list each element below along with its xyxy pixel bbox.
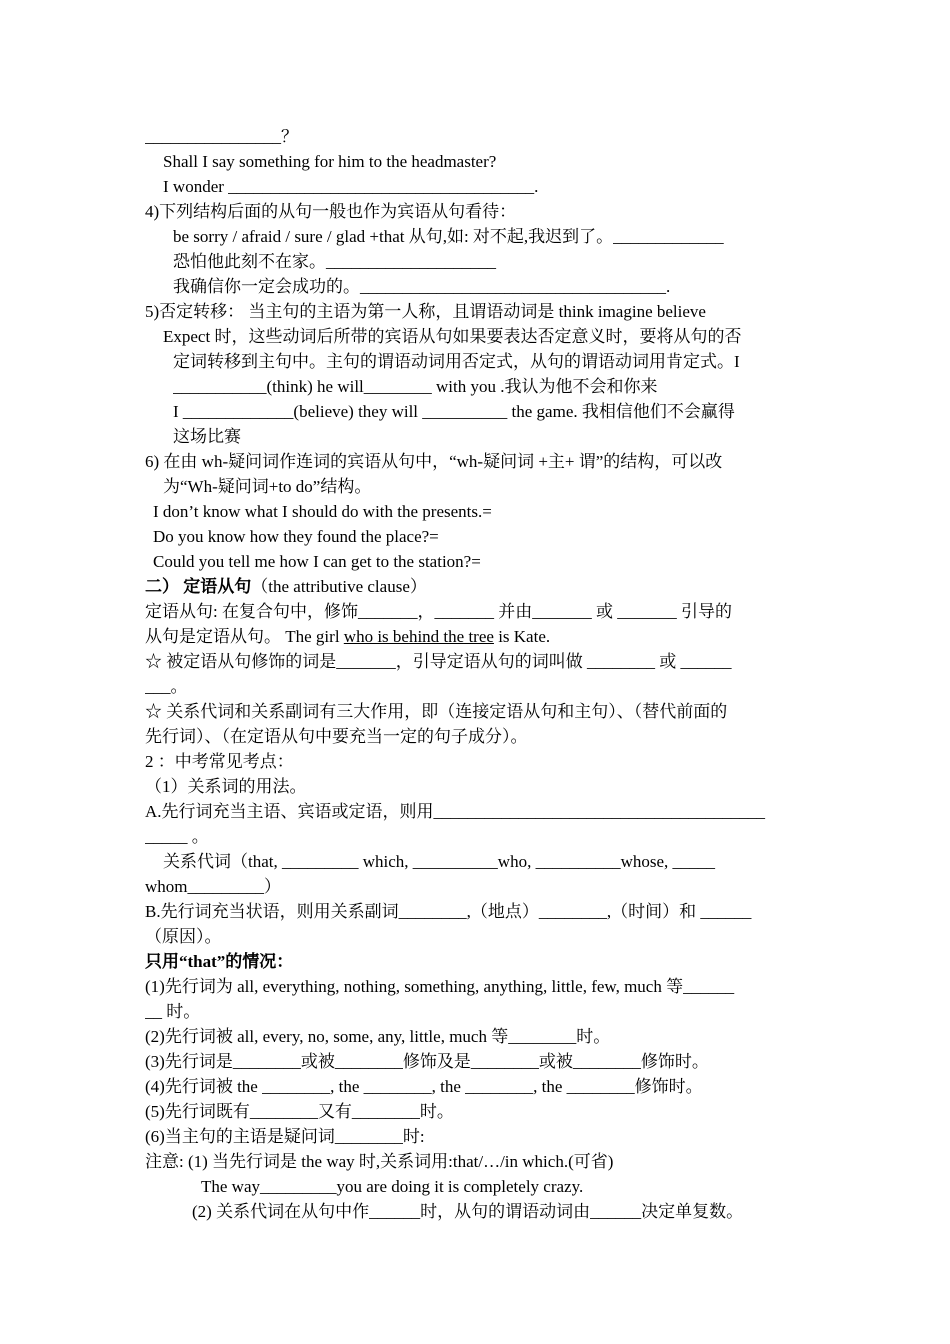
example-start: 从句是定语从句。 The girl — [145, 627, 344, 646]
text-line: 先行词）、（在定语从句中要充当一定的句子成分）。 — [145, 727, 528, 746]
text-line: 为“Wh-疑问词+to do”结构。 — [163, 477, 372, 496]
text-line: (3)先行词是________或被________修饰及是________或被________修饰时。 — [145, 1052, 709, 1071]
example-line — [145, 624, 810, 649]
text-line: (4)先行词被 the ________, the ________, the ________, the ________修饰时。 — [145, 1077, 703, 1096]
text-line: Expect 时，这些动词后所带的宾语从句如果要表达否定意义时，要将从句的否 — [163, 327, 742, 346]
text-line: ________________？ — [145, 127, 298, 146]
section-heading-5: 5)否定转移： 当主句的主语为第一人称，且谓语动词是 think imagine believe — [145, 302, 706, 321]
text-line: (6)当主句的主语是疑问词________时: — [145, 1127, 425, 1146]
text-line: （1）关系词的用法。 — [145, 777, 307, 796]
text-line: (5)先行词既有________又有________时。 — [145, 1102, 454, 1121]
text-line: I don’t know what I should do with the presents.= — [153, 502, 492, 521]
text-line: Do you know how they found the place?= — [153, 527, 439, 546]
text-line: （原因）。 — [145, 927, 222, 946]
text-line: 我确信你一定会成功的。____________________________________. — [173, 277, 671, 296]
heading-text: （the attributive clause） — [251, 577, 427, 596]
text-line: ☆ 被定语从句修饰的词是_______，引导定语从句的词叫做 ________ 或 ______ — [145, 652, 732, 671]
text-line: Shall I say something for him to the headmaster? — [163, 152, 497, 171]
text-line: _____ 。 — [145, 827, 209, 846]
text-line: __ 时。 — [145, 1002, 201, 1021]
text-line: I _____________(believe) they will __________ the game. 我相信他们不会赢得 — [173, 402, 735, 421]
that-only-heading: 只用“that”的情况： — [145, 952, 294, 971]
text-line: ___________(think) he will________ with you .我认为他不会和你来 — [173, 377, 658, 396]
text-line: 定词转移到主句中。主句的谓语动词用否定式，从句的谓语动词用肯定式。I — [173, 352, 740, 371]
text-line: 恐怕他此刻不在家。____________________ — [173, 252, 496, 271]
text-line: ☆ 关系代词和关系副词有三大作用，即（连接定语从句和主句）、（替代前面的 — [145, 702, 728, 721]
text-line: I wonder ____________________________________. — [163, 177, 539, 196]
text-line: ___。 — [145, 677, 188, 696]
text-line: whom_________） — [145, 877, 281, 896]
underlined-clause: who is behind the tree — [343, 627, 494, 646]
section-heading-6: 6) 在由 wh-疑问词作连词的宾语从句中，“wh-疑问词 +主+ 谓”的结构，可以改 — [145, 452, 723, 471]
heading-bold: 二） 定语从句 — [145, 577, 252, 596]
text-line: Could you tell me how I can get to the station?= — [153, 552, 481, 571]
text-line: be sorry / afraid / sure / glad +that 从句,如: 对不起,我迟到了。_____________ — [173, 227, 724, 246]
attributive-clause-heading — [145, 574, 810, 599]
text-line: (2) 关系代词在从句中作______时，从句的谓语动词由______决定单复数。 — [192, 1202, 744, 1221]
text-line: 2 ：中考常见考点： — [145, 752, 294, 771]
text-line: The way_________you are doing it is completely crazy. — [201, 1177, 584, 1196]
text-line: 关系代词（that, _________ which, __________who, __________whose, _____ — [163, 852, 716, 871]
note-line: 注意: (1) 当先行词是 the way 时,关系词用:that/…/in which.(可省) — [145, 1152, 614, 1171]
text-line: A.先行词充当主语、宾语或定语，则用_______________________________________ — [145, 802, 766, 821]
text-line: 定语从句: 在复合句中，修饰_______，_______ 并由_______ 或 _______ 引导的 — [145, 602, 732, 621]
example-end: is Kate. — [493, 627, 551, 646]
text-line: (1)先行词为 all, everything, nothing, something, anything, little, few, much 等______ — [145, 977, 735, 996]
text-line: B.先行词充当状语，则用关系副词________,（地点）________,（时间）和 ______ — [145, 902, 752, 921]
text-line: 这场比赛 — [173, 427, 241, 446]
text-line: (2)先行词被 all, every, no, some, any, little, much 等________时。 — [145, 1027, 611, 1046]
section-heading-4: 4)下列结构后面的从句一般也作为宾语从句看待： — [145, 202, 517, 221]
